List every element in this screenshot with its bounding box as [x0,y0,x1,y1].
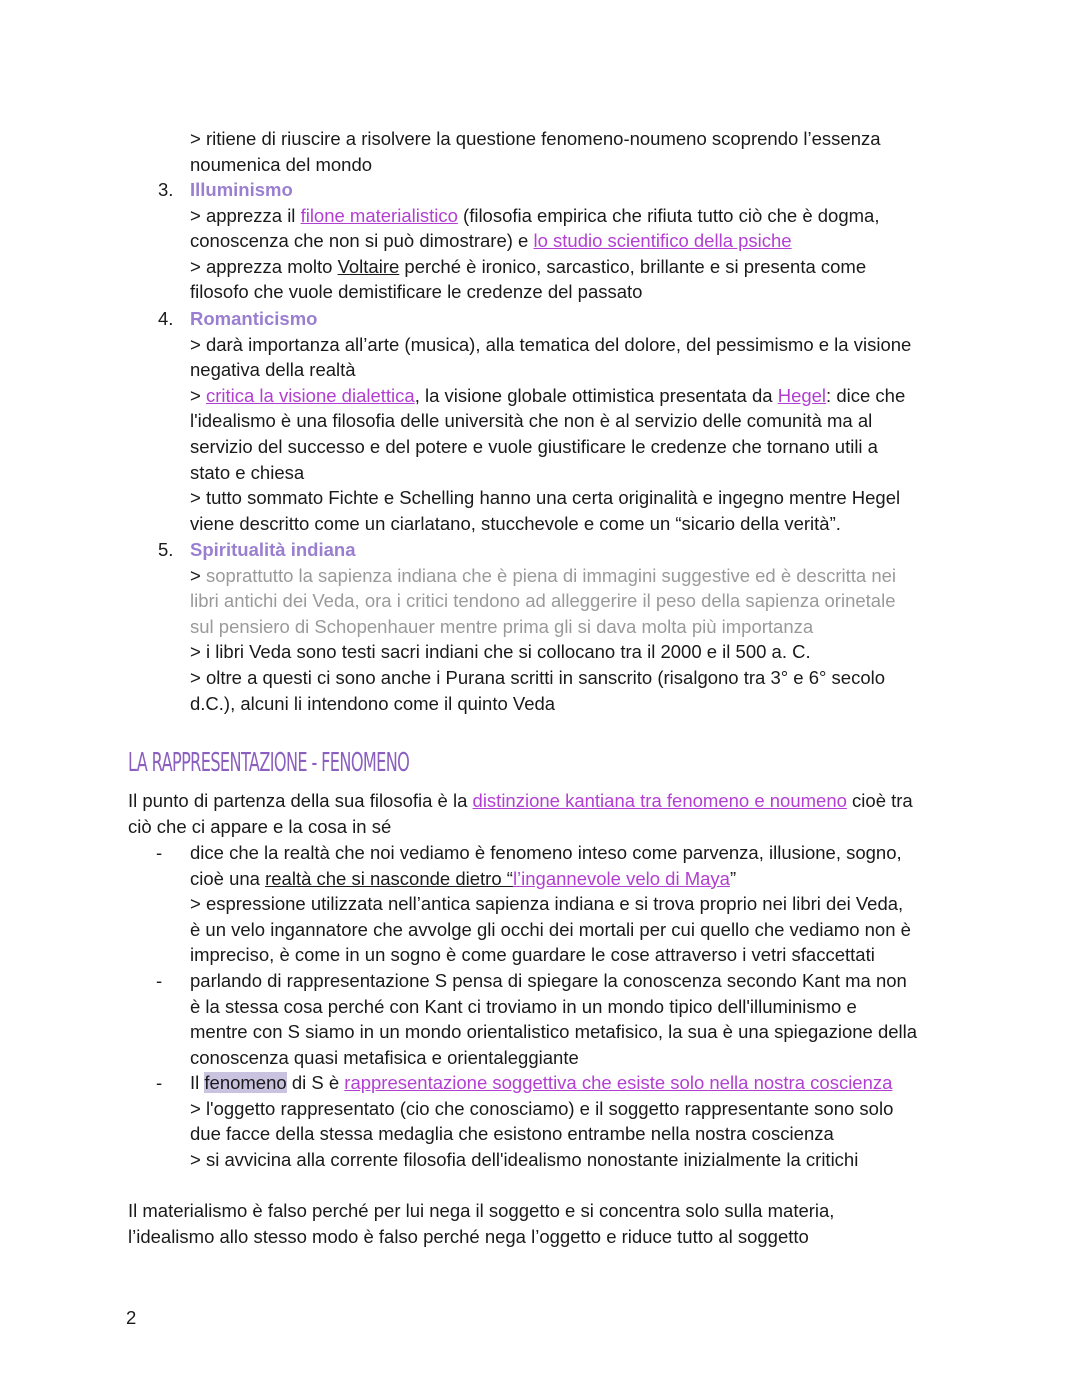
link-filone-materialistico[interactable]: filone materialistico [300,204,458,226]
text-line: l’idealismo allo stesso modo è falso perché nega l’oggetto e riduce tutto al soggetto [128,1225,809,1247]
text-line: mentre con S siamo in un mondo orientalistico metafisico, la sua è una spiegazione della [190,1021,918,1043]
text-line: stato e chiesa [190,461,305,483]
text-line: > l'oggetto rappresentato (cio che conosciamo) e il soggetto rappresentante sono solo [190,1097,894,1119]
intro-text [190,126,960,177]
text-line: impreciso, è come in un sogno è come guardare le cose attraverso i vetri sfaccettati [190,944,875,966]
bullet-item [190,968,960,1070]
highlighted-word: fenomeno [204,1072,287,1093]
list-number: 4. [158,308,174,329]
intro-paragraph [128,788,958,839]
text-line: > apprezza il filone materialistico (filosofia empirica che rifiuta tutto ciò che è dogma, [190,204,880,226]
list-item-romanticismo [190,306,960,536]
text-line: noumenica del mondo [190,153,373,175]
text-line: > tutto sommato Fichte e Schelling hanno una certa originalità e ingegno mentre Hegel [190,487,901,509]
text-line: filosofo che vuole demistificare le credenze del passato [190,281,643,303]
text-line: l'idealismo è una filosofia delle università che non è al servizio delle comunità ma al [190,410,873,432]
text-line: > oltre a questi ci sono anche i Purana scritti in sanscrito (risalgono tra 3° e 6° secolo [190,666,886,688]
text-line: > si avvicina alla corrente filosofia dell'idealismo nonostante inizialmente la critichi [190,1148,859,1170]
text-line: Il punto di partenza della sua filosofia è la distinzione kantiana tra fenomeno e noumeno cioè tra [128,790,913,811]
text-line: dice che la realtà che noi vediamo è fenomeno inteso come parvenza, illusione, sogno, [190,842,902,863]
text-line: negativa della realtà [190,359,356,381]
text-line: ciò che ci appare e la cosa in sé [128,815,392,837]
text-line: sul pensiero di Schopenhauer mentre prima gli si dava molta più importanza [190,615,814,637]
text-line: > i libri Veda sono testi sacri indiani che si collocano tra il 2000 e il 500 a. C. [190,641,811,663]
bullet-item [190,840,960,968]
bullet-item [190,1070,960,1172]
page-number: 2 [126,1307,137,1328]
link-hegel[interactable]: Hegel [777,384,827,406]
text-line: libri antichi dei Veda, ora i critici tendono ad alleggerire il peso della sapienza orinetale [190,590,896,612]
text-line: conoscenza quasi metafisica e orientaleggiante [190,1046,579,1068]
link-voltaire[interactable]: Voltaire [337,255,400,277]
link-studio-psiche[interactable]: lo studio scientifico della psiche [533,230,792,252]
link-realta-nascosta[interactable]: realtà che si nasconde dietro “ [265,867,513,889]
item-heading: Romanticismo [190,308,318,329]
link-distinzione-kantiana[interactable]: distinzione kantiana tra fenomeno e noumeno [472,790,847,811]
text-line: due facce della stessa medaglia che esistono entrambe nella nostra coscienza [190,1123,834,1145]
text-line: viene descritto come un ciarlatano, stucchevole e come un “sicario della verità”. [190,512,841,534]
link-rappresentazione-soggettiva[interactable]: rappresentazione soggettiva che esiste solo nella nostra coscienza [344,1072,893,1093]
text-line: parlando di rappresentazione S pensa di spiegare la conoscenza secondo Kant ma non [190,970,907,991]
text-line: d.C.), alcuni li intendono come il quinto Veda [190,692,556,714]
list-item-illuminismo [190,177,960,305]
bullet-dash: - [156,842,163,863]
link-critica-dialettica[interactable]: critica la visione dialettica [205,384,415,406]
section-title: LA RAPPRESENTAZIONE - FENOMENO [128,748,410,778]
text-line: è la stessa cosa perché con Kant ci troviamo in un mondo tipico dell'illuminismo e [190,995,857,1017]
text-line: > espressione utilizzata nell’antica sapienza indiana e si trova proprio nei libri dei Veda, [190,893,904,915]
text-line: servizio del successo e del potere e vuole giustificare le credenze che tornano utili a [190,435,878,457]
text-line: cioè una realtà che si nasconde dietro “l’ingannevole velo di Maya” [190,867,737,889]
text-line: Il fenomeno di S è rappresentazione soggettiva che esiste solo nella nostra coscienza [190,1072,893,1093]
text-line: > ritiene di riuscire a risolvere la questione fenomeno-noumeno scoprendo l’essenza [190,128,881,149]
closing-paragraph [128,1198,958,1249]
text-line: conoscenza che non si può dimostrare) e lo studio scientifico della psiche [190,230,792,252]
list-number: 3. [158,179,174,200]
text-line: > soprattutto la sapienza indiana che è piena di immagini suggestive ed è descritta nei [190,564,897,586]
list-number: 5. [158,539,174,560]
text-line: > darà importanza all’arte (musica), alla tematica del dolore, del pessimismo e la visione [190,333,912,355]
link-velo-di-maya[interactable]: l’ingannevole velo di Maya [512,867,730,889]
bullet-dash: - [156,970,163,991]
text-line: Il materialismo è falso perché per lui nega il soggetto e si concentra solo sulla materia, [128,1200,835,1221]
text-line: > critica la visione dialettica, la visione globale ottimistica presentata da Hegel: dice che [190,384,906,406]
item-heading: Illuminismo [190,179,293,200]
bullet-dash: - [156,1072,163,1093]
list-item-spiritualita-indiana [190,537,960,716]
text-line: è un velo ingannatore che avvolge gli occhi dei mortali per cui quello che vediamo non è [190,918,911,940]
text-line: > apprezza molto Voltaire perché è ironico, sarcastico, brillante e si presenta come [190,255,867,277]
item-heading: Spiritualità indiana [190,539,356,560]
